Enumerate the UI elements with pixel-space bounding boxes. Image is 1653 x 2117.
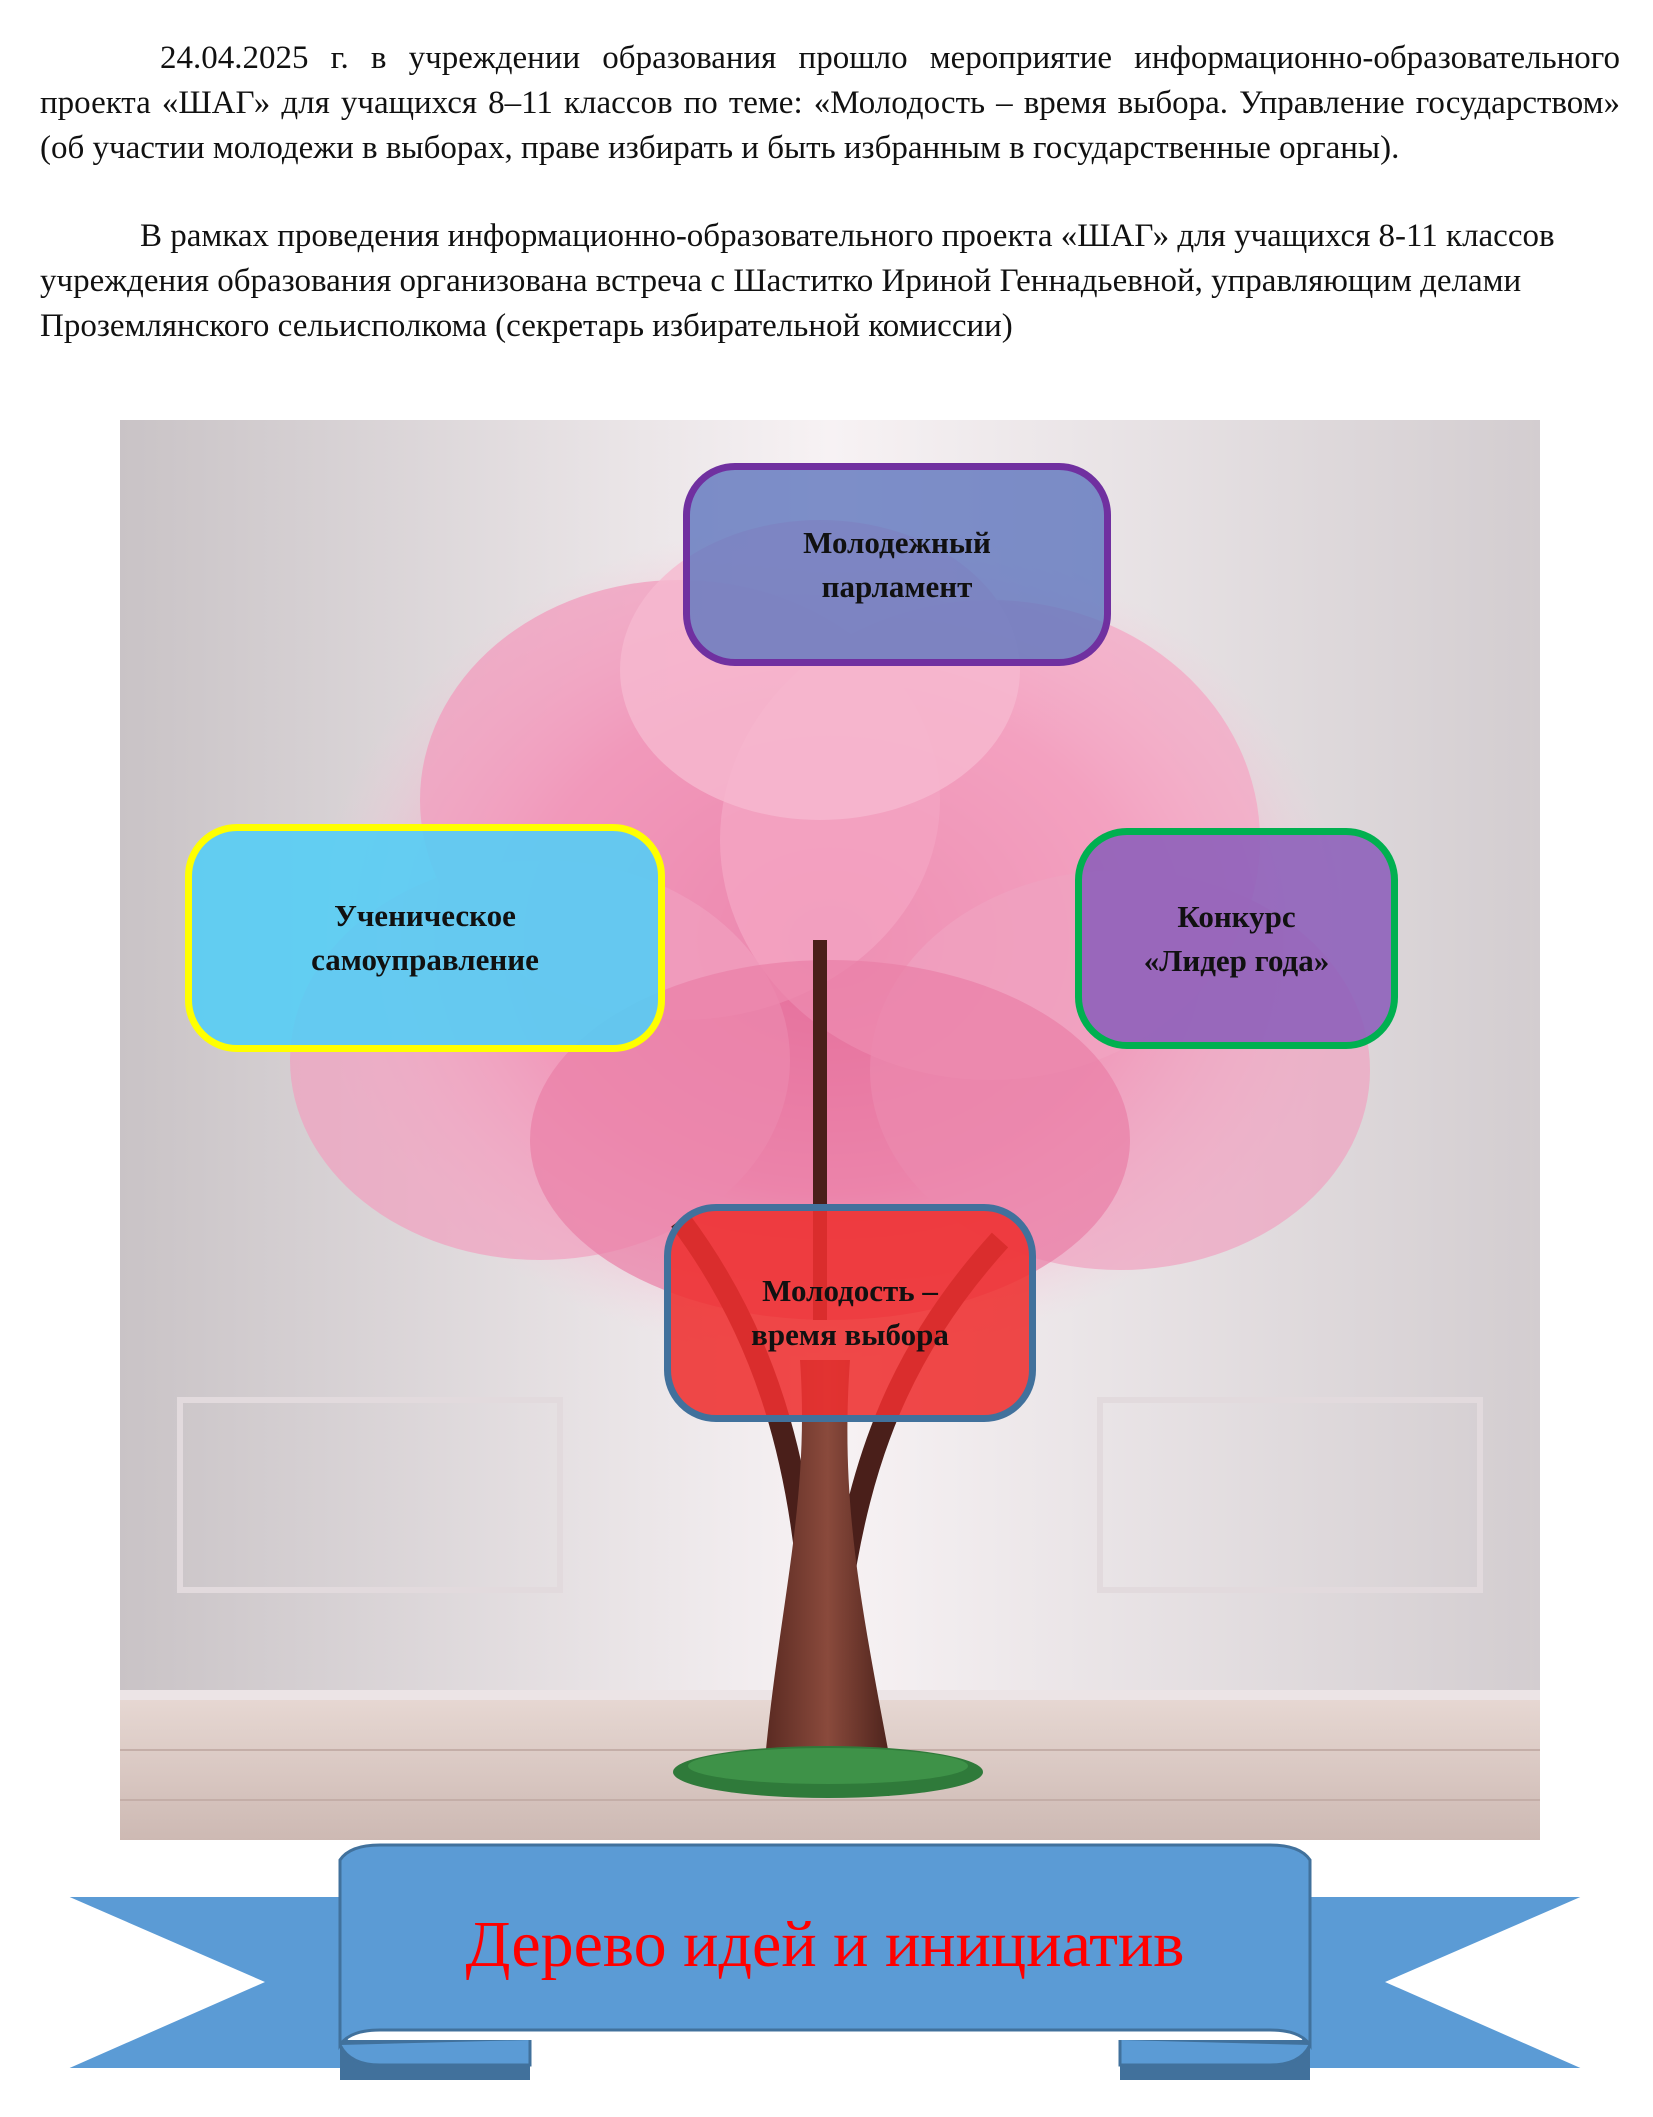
idea-box-line: самоуправление bbox=[311, 942, 539, 977]
title-banner bbox=[0, 1840, 1653, 2117]
intro-paragraph: 24.04.2025 г. в учреждении образования прошло мероприятие информационно-образовательного проекта «ШАГ» для учащихся 8–11 классов по теме: «Молодость – время выбора. Управление государством» (об участии молодежи в выборах, праве избирать и быть избранным в государственные органы). bbox=[40, 40, 1620, 166]
banner-title: Дерево идей и инициатив bbox=[465, 1908, 1185, 1981]
idea-box-line: парламент bbox=[821, 568, 973, 604]
idea-box-student-self-government bbox=[185, 824, 665, 1052]
idea-box-line: Молодежный bbox=[803, 524, 991, 560]
meeting-paragraph: В рамках проведения информационно-образовательного проекта «ШАГ» для учащихся 8-11 классов учреждения образования организована встреча с Шаститко Ириной Геннадьевной, управляющим делами Проземлянского сельисполкома (секретарь избирательной комиссии) bbox=[40, 218, 1555, 344]
idea-box-youth-choice bbox=[664, 1204, 1036, 1422]
idea-box-line: Молодость – bbox=[762, 1273, 938, 1308]
idea-box-line: Ученическое bbox=[334, 898, 516, 933]
idea-box-line: время выбора bbox=[751, 1317, 949, 1352]
idea-box-leader-of-year bbox=[1075, 828, 1398, 1049]
idea-box-line: Конкурс bbox=[1177, 898, 1296, 934]
idea-box-line: «Лидер года» bbox=[1143, 942, 1330, 978]
idea-box-youth-parliament bbox=[683, 463, 1111, 666]
